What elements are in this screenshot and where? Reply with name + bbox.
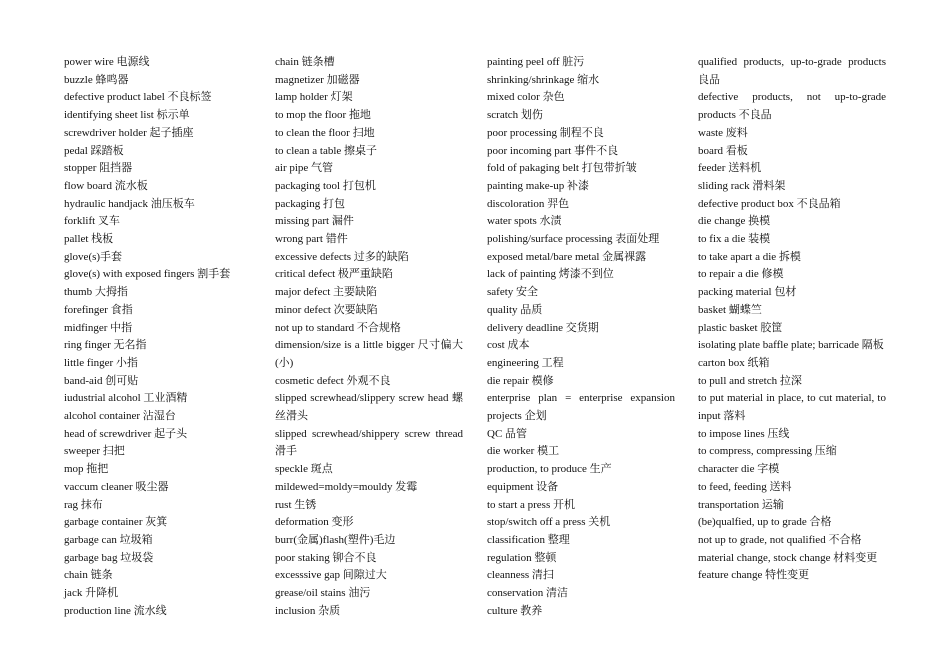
- vocabulary-entry: buzzle 蜂鸣器: [64, 73, 129, 86]
- vocabulary-entry: shrinking/shrinkage 缩水: [487, 73, 600, 86]
- vocabulary-entry: grease/oil stains 油污: [275, 587, 371, 600]
- vocabulary-column-2: [275, 54, 463, 621]
- vocabulary-entry: safety 安全: [487, 286, 539, 299]
- vocabulary-entry: band-aid 创可贴: [64, 374, 139, 387]
- vocabulary-entry: minor defect 次要缺陷: [275, 303, 378, 316]
- vocabulary-entry: carton box 纸箱: [698, 356, 770, 369]
- vocabulary-entry: pedal 踩踏板: [64, 144, 124, 157]
- vocabulary-entry: defective product label 不良标签: [64, 91, 212, 104]
- vocabulary-entry: mildewed=moldy=mouldy 发霉: [275, 480, 418, 493]
- vocabulary-entry: qualified products, up-to-grade products 良品: [698, 56, 886, 86]
- vocabulary-column-3: [487, 54, 675, 621]
- vocabulary-entry: production line 流水线: [64, 604, 167, 617]
- vocabulary-entry: painting peel off 脏污: [487, 56, 585, 68]
- vocabulary-entry: to clean a table 擦桌子: [275, 144, 378, 157]
- vocabulary-entry: cleanness 清扫: [487, 569, 554, 582]
- vocabulary-entry: not up to standard 不合规格: [275, 321, 401, 334]
- vocabulary-entry: equipment 设备: [487, 480, 559, 493]
- vocabulary-entry: painting make-up 补漆: [487, 179, 590, 192]
- vocabulary-entry: conservation 清洁: [487, 587, 568, 600]
- vocabulary-entry: mixed color 杂色: [487, 91, 565, 104]
- vocabulary-entry: lamp holder 灯架: [275, 91, 353, 104]
- vocabulary-entry: feeder 送料机: [698, 162, 762, 175]
- vocabulary-entry: rag 抹布: [64, 498, 103, 511]
- vocabulary-entry: inclusion 杂质: [275, 604, 341, 617]
- vocabulary-entry: sweeper 扫把: [64, 445, 125, 458]
- vocabulary-entry: board 看板: [698, 144, 748, 157]
- vocabulary-entry: chain 链条: [64, 569, 113, 582]
- vocabulary-entry: forefinger 食指: [64, 303, 133, 316]
- vocabulary-entry: transportation 运输: [698, 498, 784, 511]
- vocabulary-entry: magnetizer 加磁器: [275, 73, 360, 86]
- vocabulary-entry: poor processing 制程不良: [487, 126, 604, 139]
- vocabulary-entry: ring finger 无名指: [64, 339, 147, 352]
- vocabulary-entry: glove(s)手套: [64, 250, 123, 263]
- vocabulary-entry: production, to produce 生产: [487, 463, 612, 476]
- vocabulary-entry: basket 蝴蝶竺: [698, 303, 762, 316]
- vocabulary-entry: die worker 模工: [487, 445, 560, 458]
- vocabulary-entry: exposed metal/bare metal 金属裸露: [487, 250, 647, 263]
- vocabulary-entry: missing part 漏件: [275, 215, 354, 228]
- vocabulary-entry: quality 品质: [487, 303, 543, 316]
- vocabulary-entry: to mop the floor 拖地: [275, 109, 371, 122]
- vocabulary-entry: stop/switch off a press 关机: [487, 516, 611, 529]
- vocabulary-entry: rust 生锈: [275, 498, 317, 511]
- vocabulary-entry: wrong part 错件: [275, 233, 348, 246]
- vocabulary-entry: critical defect 极严重缺陷: [275, 268, 393, 281]
- vocabulary-entry: power wire 电源线: [64, 56, 150, 68]
- vocabulary-entry: midfinger 中指: [64, 321, 133, 334]
- vocabulary-entry: enterprise plan = enterprise expansion projects 企划: [487, 392, 675, 423]
- vocabulary-entry: (be)qualfied, up to grade 合格: [698, 516, 832, 529]
- vocabulary-entry: packing material 包材: [698, 286, 797, 299]
- vocabulary-entry: excessive defects 过多的缺陷: [275, 250, 409, 263]
- vocabulary-entry: culture 教养: [487, 604, 543, 617]
- vocabulary-column-1: [64, 54, 252, 621]
- vocabulary-entry: material change, stock change 材料变更: [698, 551, 878, 564]
- vocabulary-entry: speckle 斑点: [275, 463, 333, 476]
- vocabulary-entry: identifying sheet list 标示单: [64, 109, 190, 122]
- vocabulary-entry: excesssive gap 间隙过大: [275, 569, 387, 582]
- vocabulary-entry: iudustrial alcohol 工业酒精: [64, 392, 188, 405]
- vocabulary-entry: head of screwdriver 起子头: [64, 427, 188, 440]
- vocabulary-entry: fold of pakaging belt 打包带折皱: [487, 162, 637, 175]
- vocabulary-entry: defective product box 不良品箱: [698, 197, 841, 210]
- vocabulary-entry: pallet 栈板: [64, 233, 114, 246]
- vocabulary-entry: to clean the floor 扫地: [275, 126, 375, 139]
- vocabulary-entry: to compress, compressing 压缩: [698, 445, 837, 458]
- vocabulary-entry: chain 链条槽: [275, 56, 335, 68]
- vocabulary-entry: character die 字模: [698, 463, 780, 476]
- vocabulary-entry: jack 升降机: [64, 587, 119, 600]
- vocabulary-entry: little finger 小指: [64, 356, 138, 369]
- vocabulary-entry: cost 成本: [487, 339, 530, 352]
- vocabulary-entry: poor staking 铆合不良: [275, 551, 377, 564]
- vocabulary-entry: hydraulic handjack 油压板车: [64, 197, 195, 210]
- vocabulary-entry: scratch 划伤: [487, 109, 543, 122]
- vocabulary-entry: to impose lines 压线: [698, 427, 790, 440]
- vocabulary-entry: to take apart a die 拆模: [698, 250, 801, 263]
- vocabulary-entry: packaging tool 打包机: [275, 179, 376, 192]
- vocabulary-entry: plastic basket 胶筐: [698, 321, 783, 334]
- vocabulary-column-4: [698, 54, 886, 585]
- vocabulary-entry: glove(s) with exposed fingers 割手套: [64, 268, 231, 281]
- vocabulary-entry: deformation 变形: [275, 516, 354, 529]
- vocabulary-entry: slipped screwhead/shippery screw thread 滑手: [275, 427, 463, 458]
- vocabulary-entry: poor incoming part 事件不良: [487, 144, 619, 157]
- vocabulary-entry: to feed, feeding 送料: [698, 480, 792, 493]
- vocabulary-entry: isolating plate baffle plate; barricade 隔板: [698, 339, 884, 352]
- vocabulary-entry: vaccum cleaner 吸尘器: [64, 480, 169, 493]
- vocabulary-entry: die repair 模修: [487, 374, 554, 387]
- vocabulary-entry: packaging 打包: [275, 197, 345, 210]
- vocabulary-entry: die change 换模: [698, 215, 771, 228]
- vocabulary-entry: air pipe 气管: [275, 162, 334, 175]
- vocabulary-entry: to fix a die 装模: [698, 233, 771, 246]
- vocabulary-entry: mop 拖把: [64, 463, 109, 476]
- vocabulary-entry: engineering 工程: [487, 356, 564, 369]
- vocabulary-entry: flow board 流水板: [64, 179, 148, 192]
- vocabulary-entry: lack of painting 烤漆不到位: [487, 268, 614, 281]
- vocabulary-entry: screwdriver holder 起子插座: [64, 126, 194, 139]
- vocabulary-entry: to pull and stretch 拉深: [698, 374, 802, 387]
- vocabulary-entry: forklift 叉车: [64, 215, 120, 228]
- vocabulary-entry: discoloration 羿色: [487, 197, 570, 210]
- vocabulary-entry: to put material in place, to cut material, to input 落料: [698, 392, 886, 423]
- vocabulary-entry: thumb 大拇指: [64, 286, 128, 299]
- vocabulary-entry: burr(金属)flash(塑件)毛边: [275, 533, 396, 546]
- vocabulary-entry: garbage container 灰箕: [64, 516, 168, 529]
- vocabulary-entry: dimension/size is a little bigger 尺寸偏大(小): [275, 339, 463, 369]
- vocabulary-entry: stopper 阻挡器: [64, 162, 133, 175]
- vocabulary-entry: delivery deadline 交货期: [487, 321, 599, 334]
- vocabulary-entry: classification 整理: [487, 533, 570, 546]
- vocabulary-entry: regulation 整顿: [487, 551, 557, 564]
- vocabulary-entry: defective products, not up-to-grade products 不良品: [698, 91, 886, 122]
- vocabulary-entry: cosmetic defect 外观不良: [275, 374, 391, 387]
- vocabulary-entry: sliding rack 滑料架: [698, 179, 786, 192]
- vocabulary-entry: water spots 水渍: [487, 215, 562, 228]
- vocabulary-entry: garbage can 垃圾箱: [64, 533, 153, 546]
- vocabulary-entry: feature change 特性变更: [698, 569, 810, 582]
- vocabulary-entry: QC 品管: [487, 427, 528, 440]
- vocabulary-entry: to repair a die 修模: [698, 268, 784, 281]
- vocabulary-entry: alcohol container 沾湿台: [64, 410, 176, 423]
- vocabulary-entry: waste 废料: [698, 126, 748, 139]
- vocabulary-entry: to start a press 开机: [487, 498, 575, 511]
- vocabulary-entry: slipped screwhead/slippery screw head 螺丝滑头: [275, 392, 463, 423]
- vocabulary-entry: not up to grade, not qualified 不合格: [698, 533, 862, 546]
- vocabulary-entry: garbage bag 垃圾袋: [64, 551, 154, 564]
- vocabulary-entry: polishing/surface processing 表面处理: [487, 233, 660, 246]
- vocabulary-entry: major defect 主要缺陷: [275, 286, 378, 299]
